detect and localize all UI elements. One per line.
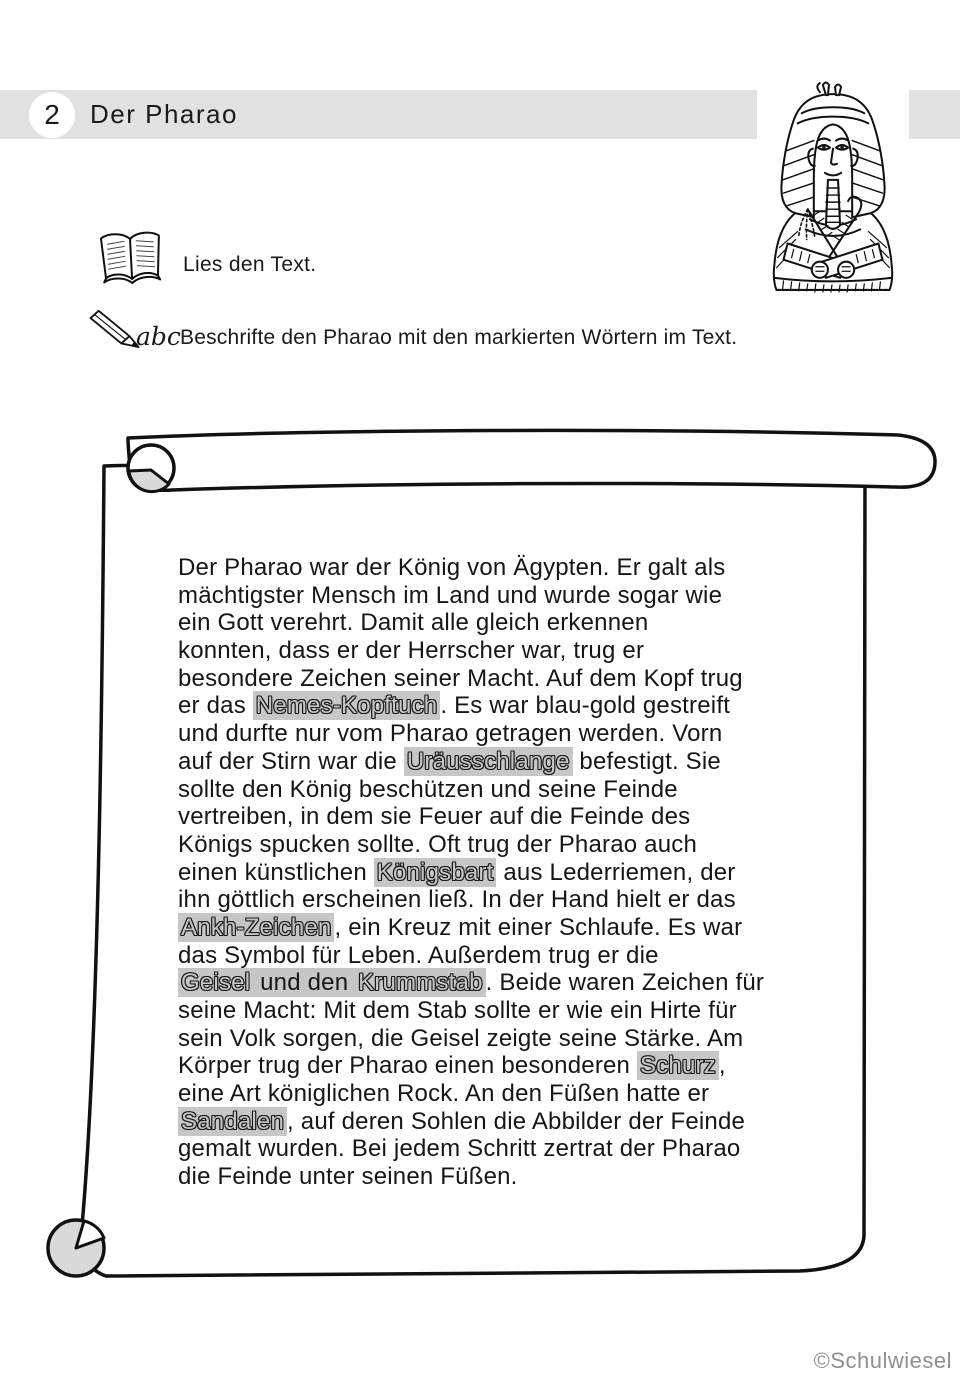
text-line xyxy=(178,997,846,1025)
marked-word: Sandalen xyxy=(178,1107,287,1136)
text-line xyxy=(178,554,846,582)
marked-word: Ankh-Zeichen xyxy=(178,913,334,942)
text-line xyxy=(178,1052,846,1080)
text-segment: ein Gott verehrt. Damit alle gleich erkennen xyxy=(178,609,649,637)
text-segment: , xyxy=(718,1052,726,1080)
text-segment: vertreiben, in dem sie Feuer auf die Feinde des xyxy=(178,803,691,831)
marked-word: und den xyxy=(253,969,356,997)
text-segment: besondere Zeichen seiner Macht. Auf dem Kopf trug xyxy=(178,664,743,692)
marked-word: Geisel xyxy=(178,968,253,997)
pharaoh-illustration xyxy=(757,80,909,296)
text-line xyxy=(178,1080,846,1108)
text-segment: die Feinde unter seinen Füßen. xyxy=(178,1163,518,1191)
task-number-badge xyxy=(29,92,75,138)
text-segment: sein Volk sorgen, die Geisel zeigte seine Stärke. Am xyxy=(178,1024,744,1052)
text-line xyxy=(178,1163,846,1191)
text-line xyxy=(178,859,846,887)
text-line xyxy=(178,748,846,776)
text-line xyxy=(178,831,846,859)
text-segment: er das xyxy=(178,692,253,720)
pencil-script-abc: abc xyxy=(136,322,181,351)
text-segment: befestigt. Sie xyxy=(572,747,721,775)
text-segment: Der Pharao war der König von Ägypten. Er galt als xyxy=(178,554,726,581)
text-line xyxy=(178,665,846,693)
task-number: 2 xyxy=(44,99,60,130)
text-line xyxy=(178,637,846,665)
text-segment: . Beide waren Zeichen für xyxy=(485,969,765,997)
copyright-credit: ©Schulwiesel xyxy=(813,1348,952,1373)
text-line xyxy=(178,1025,846,1053)
text-segment: seine Macht: Mit dem Stab sollte er wie ein Hirte für xyxy=(178,997,737,1024)
text-segment: sollte den König beschützen und seine Feinde xyxy=(178,775,678,803)
text-line xyxy=(178,969,846,997)
text-segment: , ein Kreuz mit einer Schlaufe. Es war xyxy=(334,913,743,941)
page-title: Der Pharao xyxy=(90,99,238,129)
text-segment: und durfte nur vom Pharao getragen werden. Vorn xyxy=(178,720,723,748)
text-line xyxy=(178,803,846,831)
text-line xyxy=(178,582,846,610)
marked-word: Krummstab xyxy=(355,968,486,997)
marked-word: Nemes-Kopftuch xyxy=(253,691,441,720)
text-segment: Körper trug der Pharao einen besonderen xyxy=(178,1052,637,1080)
text-segment: ihn göttlich erscheinen ließ. In der Hand hielt er das xyxy=(178,886,736,914)
marked-word: Uräusschlange xyxy=(404,747,573,776)
text-line xyxy=(178,1108,846,1136)
text-segment: aus Lederriemen, der xyxy=(496,858,736,886)
marked-word: Königsbart xyxy=(374,858,497,887)
text-segment: . Es war blau-gold gestreift xyxy=(440,692,731,720)
scroll-text xyxy=(178,554,846,1191)
text-line xyxy=(178,914,846,942)
text-line xyxy=(178,720,846,748)
instruction-read: Lies den Text. xyxy=(183,253,317,276)
marked-word: Schurz xyxy=(637,1051,719,1080)
pharaoh-mask-line-art xyxy=(757,80,909,296)
text-line xyxy=(178,609,846,637)
text-segment: gemalt wurden. Bei jedem Schritt zertrat der Pharao xyxy=(178,1135,741,1163)
text-segment: , auf deren Sohlen die Abbilder der Feinde xyxy=(287,1107,746,1135)
text-segment: konnten, dass er der Herrscher war, trug er xyxy=(178,637,645,665)
text-line xyxy=(178,776,846,804)
text-segment: auf der Stirn war die xyxy=(178,747,404,775)
text-line xyxy=(178,1135,846,1163)
text-segment: einen künstlichen xyxy=(178,858,374,886)
text-segment: eine Art königlichen Rock. An den Füßen hatte er xyxy=(178,1080,710,1108)
instruction-label: Beschrifte den Pharao mit den markierten Wörtern im Text. xyxy=(180,326,738,349)
text-line xyxy=(178,886,846,914)
text-line xyxy=(178,692,846,720)
text-segment: das Symbol für Leben. Außerdem trug er die xyxy=(178,941,659,969)
text-segment: Königs spucken sollte. Oft trug der Pharao auch xyxy=(178,830,698,858)
text-segment: mächtigster Mensch im Land und wurde sogar wie xyxy=(178,581,723,609)
text-line xyxy=(178,942,846,970)
open-book-icon xyxy=(97,228,165,290)
